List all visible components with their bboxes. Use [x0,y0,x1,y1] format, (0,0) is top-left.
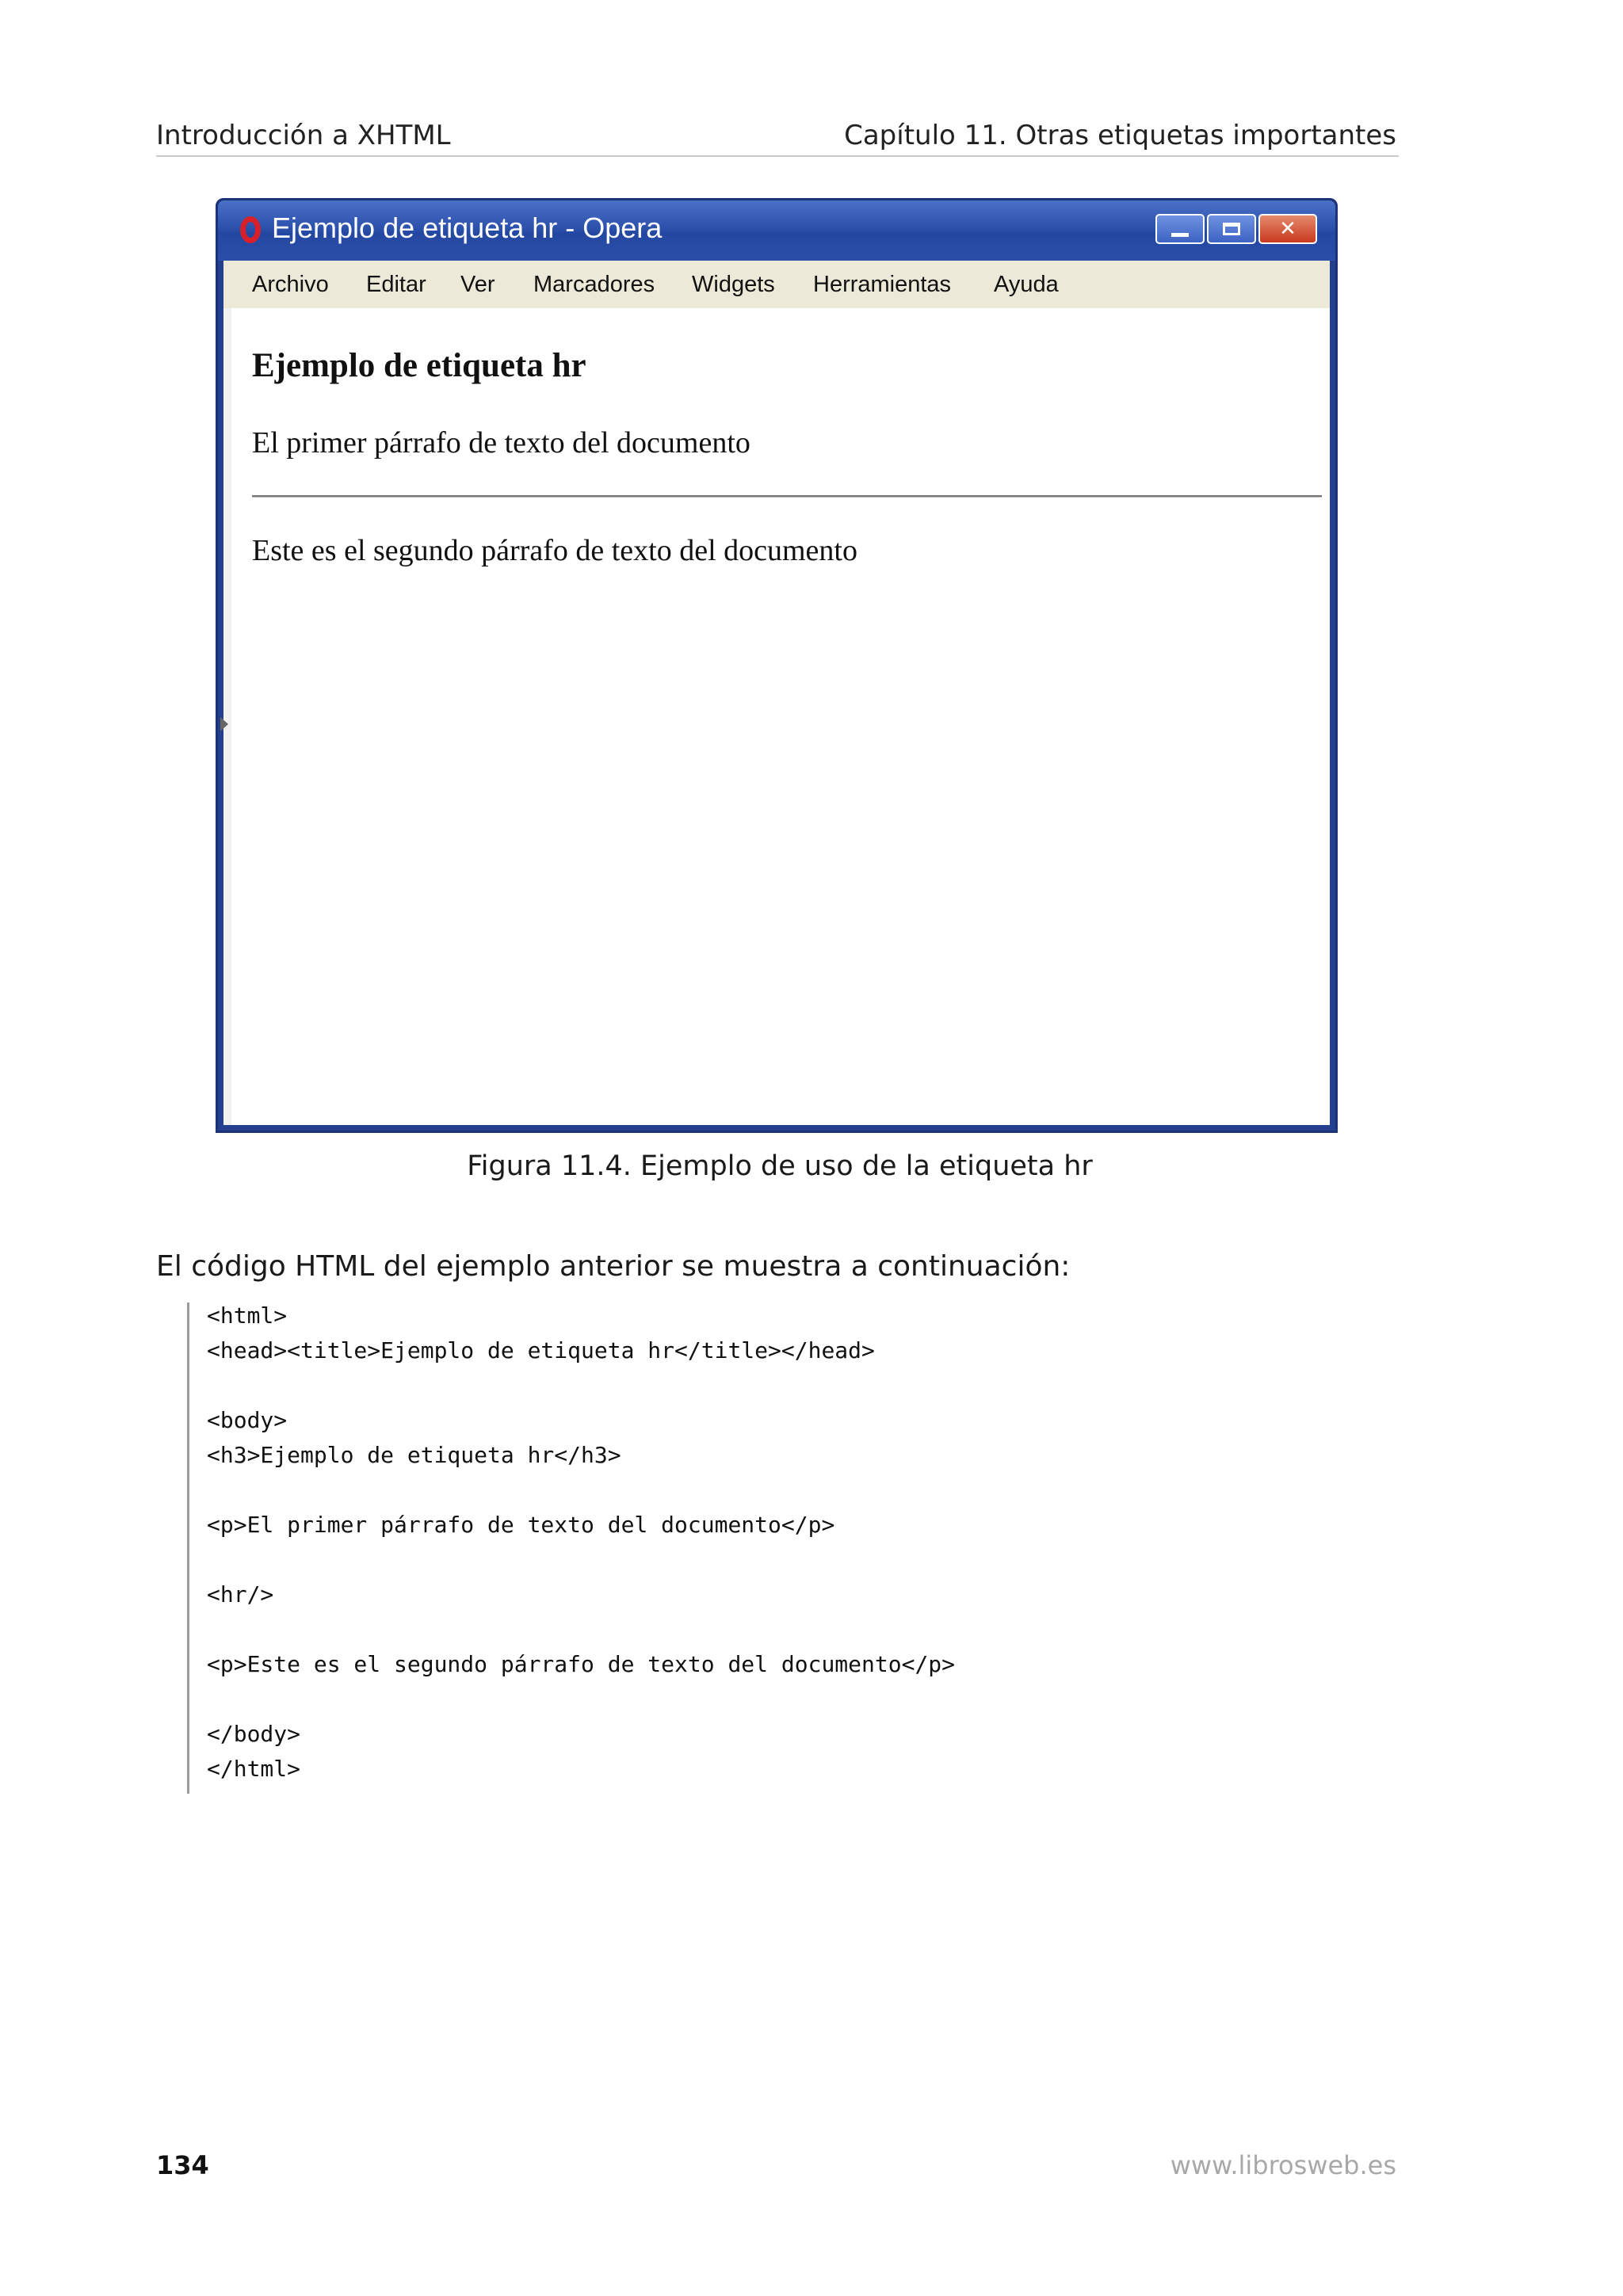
figure-caption: Figura 11.4. Ejemplo de uso de la etiqueta hr [467,1150,1093,1182]
minimize-button[interactable] [1155,214,1205,244]
window-title: Ejemplo de etiqueta hr - Opera [272,212,663,244]
code-line: <p>El primer párrafo de texto del documento</p> [207,1512,835,1538]
page-heading: Ejemplo de etiqueta hr [252,347,586,384]
menu-bar [223,261,1330,308]
menu-herramientas[interactable]: Herramientas [813,272,952,297]
code-line: <body> [207,1407,288,1433]
browser-window-screenshot [216,198,1338,1133]
menu-archivo[interactable]: Archivo [252,272,329,297]
code-line: <p>Este es el segundo párrafo de texto del documento</p> [207,1651,956,1677]
page-paragraph-first: El primer párrafo de texto del documento [252,426,750,460]
maximize-icon [1223,223,1240,235]
site-url: www.librosweb.es [1170,2150,1396,2180]
page-paragraph-second: Este es el segundo párrafo de texto del documento [252,534,857,567]
horizontal-rule [252,495,1322,498]
panel-toggle-arrow-icon[interactable] [220,717,228,731]
page-number: 134 [156,2150,209,2180]
minimize-icon [1171,233,1189,237]
window-titlebar [218,200,1335,261]
menu-ver[interactable]: Ver [460,272,495,297]
code-line: <hr/> [207,1581,274,1608]
running-header-right: Capítulo 11. Otras etiquetas importantes [844,120,1396,151]
menu-widgets[interactable]: Widgets [692,272,775,297]
menu-editar[interactable]: Editar [366,272,426,297]
menu-ayuda[interactable]: Ayuda [994,272,1059,297]
menu-marcadores[interactable]: Marcadores [533,272,655,297]
header-divider [156,155,1399,157]
code-line: <h3>Ejemplo de etiqueta hr</h3> [207,1442,621,1468]
code-listing [187,1302,1299,1794]
opera-logo-icon [240,216,261,243]
maximize-button[interactable] [1207,214,1256,244]
intro-paragraph: El código HTML del ejemplo anterior se muestra a continuación: [156,1250,1071,1283]
code-line: </body> [207,1721,301,1747]
page-viewport [223,308,1330,1125]
running-header-left: Introducción a XHTML [156,120,451,151]
code-line: <head><title>Ejemplo de etiqueta hr</title></head> [207,1337,875,1363]
code-line: </html> [207,1756,301,1782]
close-button[interactable] [1258,214,1317,244]
code-line: <html> [207,1302,288,1329]
close-icon: ✕ [1279,217,1296,241]
